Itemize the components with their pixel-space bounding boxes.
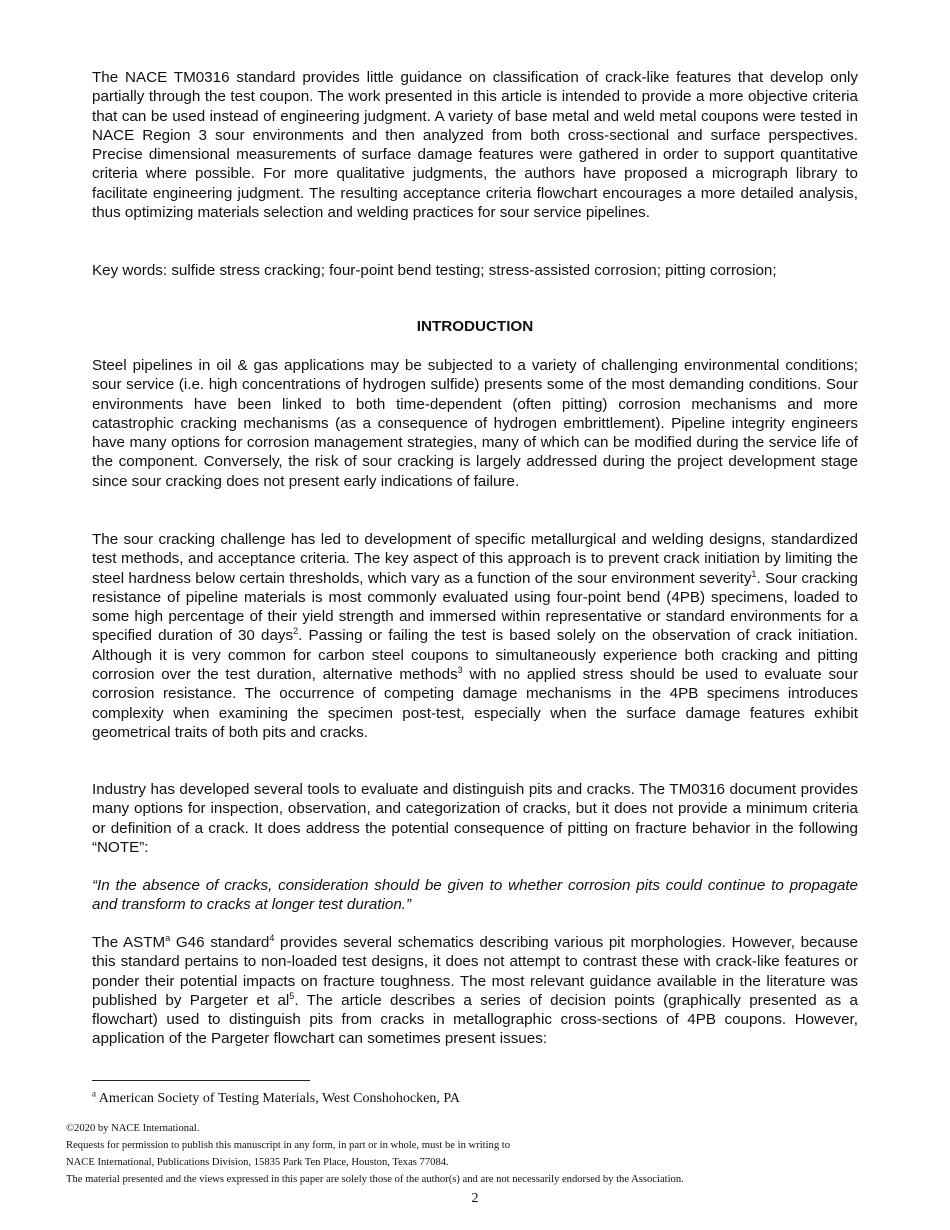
footnote-marker: a xyxy=(92,1088,96,1099)
intro-paragraph-2: The sour cracking challenge has led to development of specific metallurgical and welding designs, standardized test methods, and acceptance criteria. The key aspect of this approach is to prevent crack initiation by limiting the steel hardness below certain thresholds, which vary as a function of the sour environment severity$^1$. Sour cracking resistance of pipeline materials is most commonly evaluated using four-point bend (4PB) specimens, loaded to some high percentage of their yield strength and immersed within representative or standard environments for a specified duration of 30 days$^2$. Passing or failing the test is based solely on the observation of crack initiation. Although it is very common for carbon steel coupons to simultaneously experience both cracking and pitting corrosion over the test duration, alternative methods$^3$ with no applied stress should be used to evaluate sour corrosion resistance. The occurrence of competing damage mechanisms in the 4PB specimens introduces complexity when examining the specimen post-test, especially when the surface damage features exhibit geometrical traits of both pits and cracks. xyxy=(92,531,859,741)
keywords: Key words: sulfide stress cracking; four-point bend testing; stress-assisted corrosion; pitting corrosion; xyxy=(92,262,777,279)
copyright-line: NACE International, Publications Division, 15835 Park Ten Place, Houston, Texas 77084. xyxy=(66,1157,449,1168)
copyright-line: ©2020 by NACE International. xyxy=(66,1123,200,1134)
intro-paragraph-4: The ASTM$^a$ G46 standard$^4$ provides several schematics describing various pit morphologies. However, because this standard pertains to non-loaded test designs, it does not attempt to contrast these with crack-like features or ponder their potential impacts on fracture toughness. The most relevant guidance available in the literature was published by Pargeter et $al^5$. The article describes a series of decision points (graphically presented as a flowchart) used to distinguish pits from cracks in metallographic cross-sections of 4PB coupons. However, application of the Pargeter flowchart can sometimes present issues: xyxy=(92,932,858,1048)
copyright-line: The material presented and the views expressed in this paper are solely those of the author(s) and are not necessarily endorsed by the Association. xyxy=(66,1174,684,1185)
page-number: 2 xyxy=(471,1191,479,1206)
footnote-divider xyxy=(92,1080,310,1081)
section-heading-introduction: INTRODUCTION xyxy=(416,318,534,335)
reference-4: 4 xyxy=(269,932,275,943)
tm0316-note-quote: “In the absence of cracks, consideration should be given to whether corrosion pits could continue to propagate and transform to cracks at longer test duration.” xyxy=(92,877,858,914)
footnote-marker-a: a xyxy=(165,932,171,943)
reference-3: 3 xyxy=(457,665,463,676)
intro-paragraph-1: Steel pipelines in oil & gas applications may be subjected to a variety of challenging environmental conditions; sour service (i.e. high concentrations of hydrogen sulfide) presents some of the most demanding conditions. Sour environments have been linked to both time-dependent (often pitting) corrosion mechanisms and more catastrophic cracking mechanisms (as a consequence of hydrogen embrittlement). Pipeline integrity engineers have many options for corrosion management strategies, many of which can be modified during the service life of the component. Conversely, the risk of sour cracking is largely addressed during the project development stage since sour cracking does not present early indications of failure. xyxy=(92,357,858,490)
footnote: $^a$ American Society of Testing Materials, West Conshohocken, PA xyxy=(92,1088,460,1106)
reference-1: 1 xyxy=(751,568,757,579)
reference-5: 5 xyxy=(289,990,295,1001)
copyright-line: Requests for permission to publish this manuscript in any form, in part or in whole, must be in writing to xyxy=(66,1140,511,1151)
abstract-paragraph: The NACE TM0316 standard provides little guidance on classification of crack-like features that develop only partially through the test coupon. The work presented in this article is intended to provide a more objective criteria that can be used instead of engineering judgment. A variety of base metal and weld metal coupons were tested in NACE Region 3 sour environments and then analyzed from both cross-sectional and surface perspectives. Precise dimensional measurements of surface damage features were gathered in order to support quantitative criteria where possible. For more qualitative judgments, the authors have proposed a micrograph library to facilitate engineering judgment. The resulting acceptance criteria flowchart encourages a more detailed analysis, thus optimizing materials selection and welding practices for sour service pipelines. xyxy=(92,69,858,222)
copyright-block xyxy=(66,1120,886,1188)
reference-2: 2 xyxy=(293,626,299,637)
intro-paragraph-3: Industry has developed several tools to evaluate and distinguish pits and cracks. The TM0316 document provides many options for inspection, observation, and categorization of cracks, but it does not provide a minimum criteria or definition of a crack. It does address the potential consequence of pitting on fracture behavior in the following “NOTE”: xyxy=(92,781,858,856)
